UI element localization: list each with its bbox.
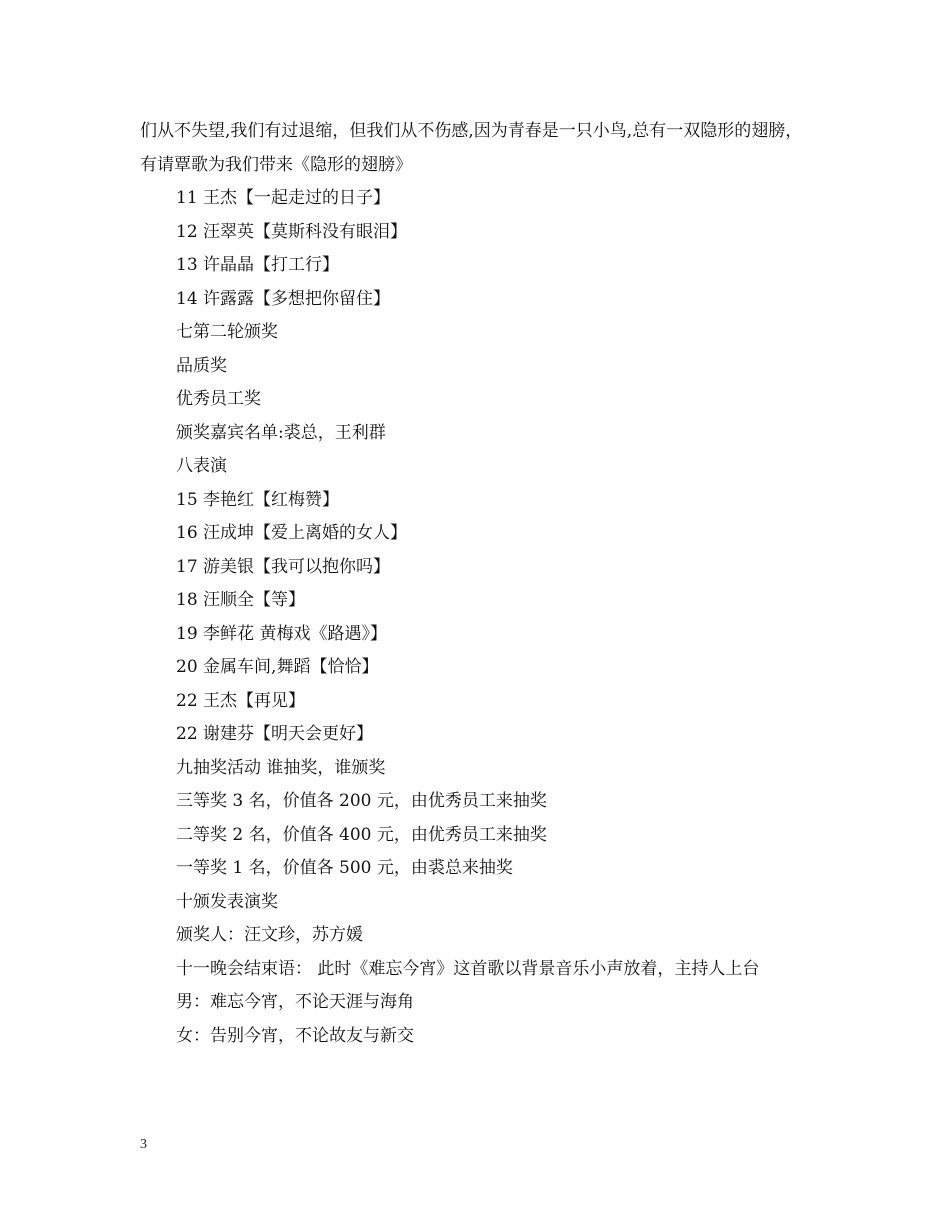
section-heading-9: 九抽奖活动 谁抽奖，谁颁奖: [176, 757, 386, 778]
section-heading-7: 七第二轮颁奖: [176, 322, 278, 342]
program-item-16: 16 汪成坤【爱上离婚的女人】: [176, 523, 408, 543]
program-item-17: 17 游美银【我可以抱你吗】: [176, 556, 391, 577]
page-number: 3: [140, 1137, 147, 1152]
program-item-19: 19 李鲜花 黄梅戏《路遇》】: [176, 623, 387, 644]
program-item-22b: 22 谢建芬【明天会更好】: [176, 724, 374, 744]
prize-second: 二等奖 2 名，价值各 400 元，由优秀员工来抽奖: [176, 824, 547, 845]
performance-award-presenters: 颁奖人：汪文珍，苏方媛: [176, 925, 363, 945]
program-item-13: 13 许晶晶【打工行】: [176, 255, 340, 275]
program-item-22a: 22 王杰【再见】: [176, 690, 306, 711]
closing-line-female: 女：告别今宵，不论故友与新交: [176, 1025, 414, 1046]
award-presenters: 颁奖嘉宾名单:裘总，王利群: [176, 422, 386, 443]
closing-line-male: 男：难忘今宵，不论天涯与海角: [176, 992, 414, 1012]
program-item-15: 15 李艳红【红梅赞】: [176, 489, 340, 510]
program-item-18: 18 汪顺全【等】: [176, 590, 306, 610]
program-item-11: 11 王杰【一起走过的日子】: [176, 188, 391, 208]
section-heading-10: 十颁发表演奖: [176, 891, 278, 912]
section-heading-11: 十一晚会结束语： 此时《难忘今宵》这首歌以背景音乐小声放着，主持人上台: [176, 958, 760, 979]
program-item-14: 14 许露露【多想把你留住】: [176, 288, 391, 309]
award-excellent-employee: 优秀员工奖: [176, 389, 261, 409]
document-body: [140, 115, 815, 1053]
award-quality: 品质奖: [176, 355, 227, 376]
paragraph-continuation: 们从不失望,我们有过退缩，但我们从不伤感,因为青春是一只小鸟,总有一双隐形的翅膀， 有请覃歌为我们带来《隐形的翅膀》: [140, 121, 803, 175]
section-heading-8: 八表演: [176, 456, 227, 476]
program-item-20: 20 金属车间,舞蹈【恰恰】: [176, 657, 379, 677]
prize-third: 三等奖 3 名，价值各 200 元，由优秀员工来抽奖: [176, 791, 547, 811]
program-item-12: 12 汪翠英【莫斯科没有眼泪】: [176, 221, 408, 242]
prize-first: 一等奖 1 名，价值各 500 元，由裘总来抽奖: [176, 858, 513, 878]
